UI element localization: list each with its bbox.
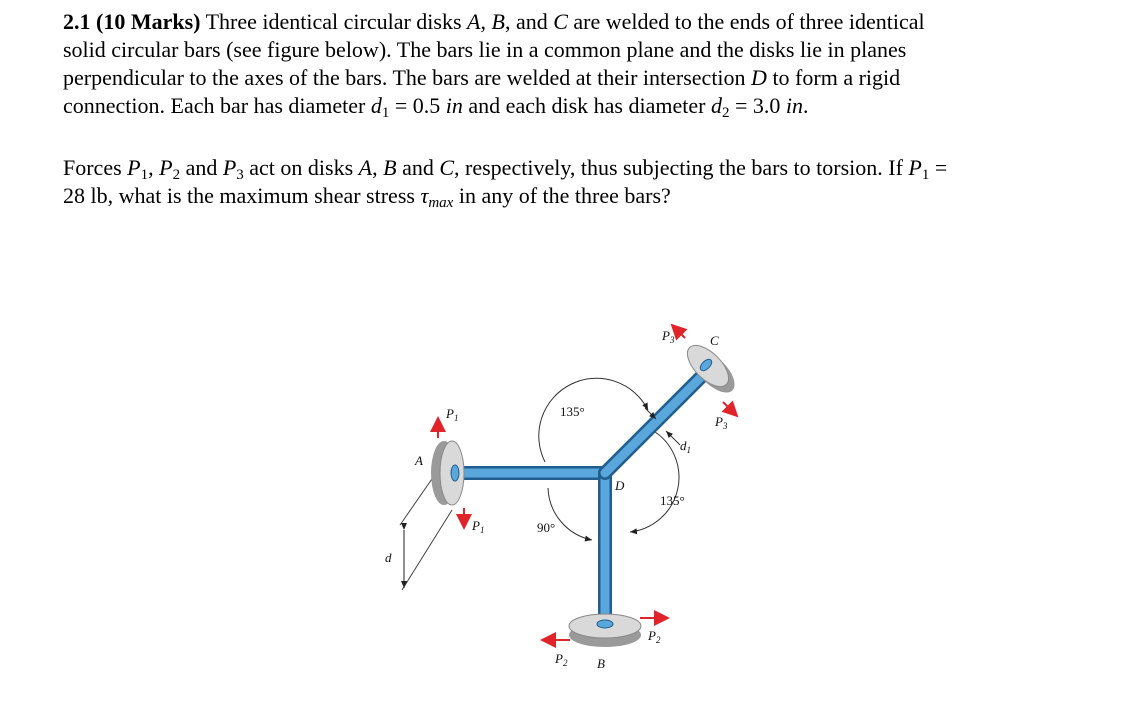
subscript: 1 bbox=[140, 167, 149, 183]
p3-symbol: P bbox=[222, 155, 237, 180]
d2-subscript: 2 bbox=[721, 105, 730, 121]
force-p3-bottom-label: $P_3$ bbox=[715, 414, 728, 431]
force-p3-top-label: $P_3$ bbox=[662, 328, 675, 345]
problem-number: 2.1 bbox=[63, 9, 91, 34]
word-and: and bbox=[185, 155, 218, 180]
unit-in: in bbox=[445, 93, 463, 118]
disk-a-ref: A bbox=[358, 155, 373, 180]
unit-in: in bbox=[785, 93, 803, 118]
p1-text: and each disk has diameter bbox=[468, 93, 706, 118]
p2-line-2 bbox=[63, 182, 1053, 210]
p2-text: in any of the three bars? bbox=[458, 183, 671, 208]
force-p1-bottom-label: $P_1$ bbox=[472, 518, 485, 535]
disk-b-ref: B bbox=[491, 9, 505, 34]
d2-symbol: d bbox=[710, 93, 722, 118]
word-are: are bbox=[573, 9, 601, 34]
p1-line-4: connection. Each bar has diameter $d_1 = 0.5$ in and each disk has diameter $d_2 = 3.0$ in. bbox=[63, 93, 809, 121]
disk-b bbox=[569, 614, 641, 671]
disk-c-ref: C bbox=[439, 155, 455, 180]
tau-subscript: max bbox=[428, 195, 454, 211]
d1-value: = 0.5 bbox=[394, 93, 441, 118]
subscript: 1 bbox=[921, 167, 930, 183]
torsion-figure bbox=[380, 300, 760, 690]
point-d-label: D bbox=[615, 478, 625, 493]
subscript: 2 bbox=[172, 167, 181, 183]
angle-label-top: 135° bbox=[560, 404, 585, 419]
d1-symbol: d bbox=[370, 93, 382, 118]
p1-text: to form a rigid bbox=[772, 65, 901, 90]
p1-line-1: 2.1 (10 Marks) Three identical circular disks A, B, and C are welded to the ends of three identical bbox=[63, 9, 925, 34]
d2-label: d bbox=[385, 550, 392, 565]
p1-line-2: solid circular bars (see figure below). The bars lie in a common plane and the disks lie in planes bbox=[63, 37, 907, 62]
disk-b-ref: B bbox=[383, 155, 397, 180]
disk-a bbox=[414, 441, 464, 505]
force-p3-bottom-arrow bbox=[723, 402, 737, 416]
disk-c-ref: C bbox=[553, 9, 568, 34]
d2-value: = 3.0 bbox=[734, 93, 781, 118]
problem-paragraph-2 bbox=[63, 154, 1053, 210]
d1-label: $d_1$ bbox=[680, 438, 691, 455]
p2-text: 28 lb, what is the maximum shear stress bbox=[63, 183, 415, 208]
p1-symbol: P bbox=[127, 155, 141, 180]
p2-line-1: Forces $P_1$, $P_2$ and $P_3$ act on disks A, B and C, respectively, thus subjecting the bars to torsion. If $P_1$ = bbox=[63, 155, 948, 183]
problem-paragraph-1 bbox=[63, 8, 1053, 120]
tau-symbol: τ bbox=[420, 183, 429, 208]
point-d-ref: D bbox=[751, 65, 767, 90]
p1-line-3 bbox=[63, 64, 1053, 92]
angle-label-right: 135° bbox=[660, 493, 685, 508]
force-p1-top-label: $P_1$ bbox=[446, 406, 459, 423]
disk-a-ref: A bbox=[467, 9, 481, 34]
disk-b-label: B bbox=[597, 656, 605, 671]
p2-text: Forces bbox=[63, 155, 122, 180]
p1-text: welded to the ends of three identical bbox=[605, 9, 925, 34]
p1-text: Three identical circular disks bbox=[205, 9, 462, 34]
word-and: and bbox=[515, 9, 548, 34]
d1-subscript: 1 bbox=[381, 105, 390, 121]
p2-text: act on disks bbox=[249, 155, 354, 180]
force-p2-right-label: $P_2$ bbox=[648, 628, 661, 645]
angle-label-bottom: 90° bbox=[537, 520, 556, 535]
p2-symbol: P bbox=[159, 155, 173, 180]
p1-text: connection. Each bar has diameter bbox=[63, 93, 366, 118]
p1-text: perpendicular to the axes of the bars. The bars are welded at their intersection bbox=[63, 65, 746, 90]
disk-a-label: A bbox=[415, 453, 423, 468]
problem-marks: (10 Marks) bbox=[96, 9, 201, 34]
subscript: 3 bbox=[236, 167, 244, 183]
word-and: and bbox=[402, 155, 434, 180]
p1-symbol: P bbox=[908, 155, 922, 180]
p2-text: respectively, thus subjecting the bars to torsion. If bbox=[465, 155, 903, 180]
force-p2-left-label: $P_2$ bbox=[555, 651, 568, 668]
disk-c-label: C bbox=[710, 333, 719, 348]
